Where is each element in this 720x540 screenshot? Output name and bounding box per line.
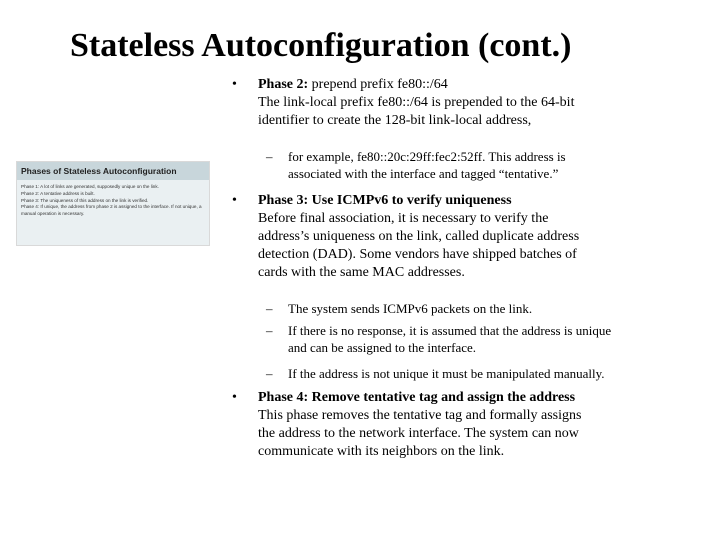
bullet-marker: • [232,390,237,405]
phases-table-thumbnail [16,161,210,246]
bullet-line: address’s uniqueness on the link, called duplicate address [258,229,580,244]
sub-line: If there is no response, it is assumed that the address is unique [288,323,612,338]
bullet-line: communicate with its neighbors on the link. [258,444,505,459]
sub-bullet-example [266,148,708,182]
bullet-marker: • [232,193,237,208]
sub-line: associated with the interface and tagged “tentative.” [288,166,559,181]
bullet-phase-2 [232,76,703,130]
sub-line: The system sends ICMPv6 packets on the link. [288,301,533,316]
slide-title: Stateless Autoconfiguration (cont.) [70,27,572,64]
bullet-line: the address to the network interface. The system can now [258,426,579,441]
bullet-heading [258,76,703,94]
sub-bullet-icmpv6 [266,300,708,317]
thumbnail-line: manual operation is necessary. [21,211,85,217]
bullet-heading: Phase 4: Remove tentative tag and assign the address [258,390,576,405]
sub-line: and can be assigned to the interface. [288,340,477,355]
thumbnail-line: Phase 3: The uniqueness of this address on the link is verified. [21,197,149,203]
bullet-line: detection (DAD). Some vendors have shipped batches of [258,247,577,262]
thumbnail-line: Phase 1: A lot of links are generated, supposedly unique on the link. [21,184,159,189]
sub-marker: – [266,149,273,164]
bullet-marker: • [232,77,237,92]
sub-marker: – [266,366,273,381]
bullet-line: This phase removes the tentative tag and formally assigns [258,408,582,423]
sub-bullet-not-unique [266,365,708,382]
sub-bullet-no-response [266,322,713,356]
thumbnail-body [17,180,209,245]
bullet-phase-4 [232,389,703,461]
bullet-heading-rest: prepend prefix fe80::/64 [308,77,448,92]
bullet-phase-3 [232,192,703,282]
thumbnail-line: Phase 2: A tentative address is built. [21,190,95,196]
sub-line: If the address is not unique it must be manipulated manually. [288,366,605,381]
bullet-heading-bold: Phase 2: [258,77,309,92]
bullet-line: The link-local prefix fe80::/64 is prepended to the 64-bit [258,95,575,110]
sub-marker: – [266,323,273,338]
thumbnail-title: Phases of Stateless Autoconfiguration [17,162,209,180]
sub-marker: – [266,301,273,316]
sub-line: for example, fe80::20c:29ff:fec2:52ff. This address is [288,149,566,164]
bullet-line: cards with the same MAC addresses. [258,265,465,280]
bullet-line: identifier to create the 128-bit link-local address, [258,113,532,128]
bullet-heading: Phase 3: Use ICMPv6 to verify uniqueness [258,193,512,208]
thumbnail-line: Phase 4: If unique, the address from phase 2 is assigned to the interface. If not unique, a [21,204,202,210]
bullet-line: Before final association, it is necessary to verify the [258,211,549,226]
